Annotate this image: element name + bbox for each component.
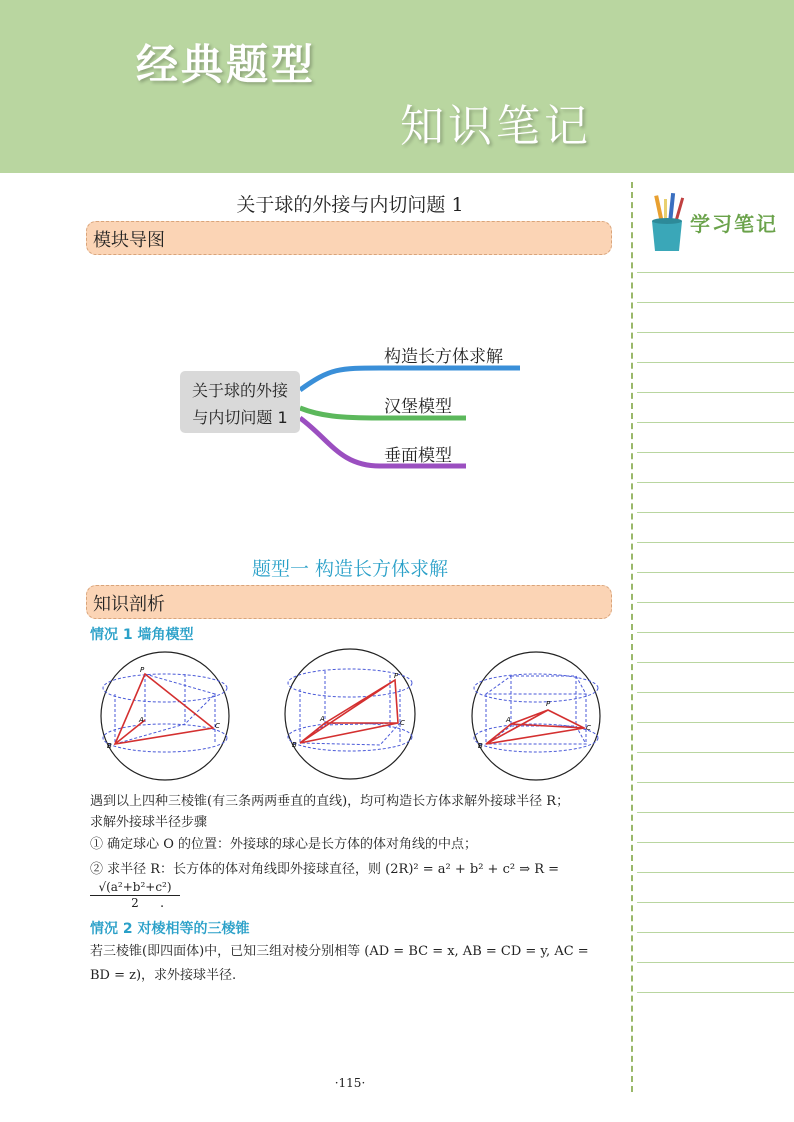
- fraction-denominator: 2: [131, 896, 139, 910]
- section-title: 题型一 构造长方体求解: [251, 558, 449, 580]
- notes-line: [637, 872, 794, 873]
- knowledge-label: 知识剖析: [93, 594, 165, 615]
- notes-line: [637, 452, 794, 453]
- notes-line: [637, 632, 794, 633]
- notes-line: [637, 902, 794, 903]
- notes-line: [637, 782, 794, 783]
- notes-line: [637, 962, 794, 963]
- notes-line: [637, 272, 794, 273]
- figure-label: B: [478, 742, 483, 750]
- notes-line: [637, 362, 794, 363]
- knowledge-banner: [86, 585, 612, 619]
- para-3: ① 确定球心 O 的位置：外接球的球心是长方体的体对角线的中点；: [90, 837, 478, 852]
- notes-line: [637, 422, 794, 423]
- para-2: 求解外接球半径步骤: [90, 815, 208, 830]
- case-1-heading: 情况 1 墙角模型: [90, 627, 194, 643]
- figure-label: A: [139, 716, 144, 724]
- mindmap-center-node: [180, 371, 300, 433]
- sphere-figure-1: [95, 648, 235, 784]
- notes-line: [637, 932, 794, 933]
- notes-line: [637, 722, 794, 723]
- notes-line: [637, 992, 794, 993]
- case-2-heading: 情况 2 对棱相等的三棱锥: [90, 921, 250, 937]
- case-2-text-2: BD = z)，求外接球半径.: [90, 968, 237, 983]
- figure-label: C: [400, 719, 405, 727]
- notes-line: [637, 392, 794, 393]
- notes-line: [637, 482, 794, 483]
- figure-label: A: [320, 715, 325, 723]
- fraction-numerator: √(a²+b²+c²): [90, 880, 180, 896]
- mindmap-branch-3: 垂面模型: [384, 446, 452, 466]
- notes-line: [637, 692, 794, 693]
- notes-line: [637, 752, 794, 753]
- header-title-line2: 知识笔记: [400, 101, 592, 152]
- mindmap-branch-2: 汉堡模型: [384, 397, 452, 417]
- main-title: 关于球的外接与内切问题 1: [236, 194, 464, 216]
- figure-label: C: [215, 722, 220, 730]
- figure-label: P: [140, 666, 145, 674]
- notes-line: [637, 302, 794, 303]
- mindmap-center-line2: 与内切问题 1: [192, 408, 288, 427]
- notes-line: [637, 332, 794, 333]
- para-1: 遇到以上四种三棱锥(有三条两两垂直的直线)，均可构造长方体求解外接球半径 R；: [90, 794, 570, 809]
- notes-line: [637, 512, 794, 513]
- page-number: ·115·: [334, 1076, 366, 1090]
- figure-label: P: [394, 672, 399, 680]
- figure-label: C: [586, 724, 591, 732]
- sphere-figure-2: [280, 645, 420, 783]
- fraction-period: .: [160, 896, 165, 911]
- case-2-text-1: 若三棱锥(即四面体)中，已知三组对棱分别相等 (AD = BC = x, AB = CD = y, AC =: [90, 944, 589, 959]
- mindmap-branch-1: 构造长方体求解: [384, 347, 503, 367]
- figure-label: B: [292, 741, 297, 749]
- notes-line: [637, 662, 794, 663]
- fraction: [90, 880, 180, 910]
- notes-line: [637, 602, 794, 603]
- para-4: ② 求半径 R：长方体的体对角线即外接球直径，则 (2R)² = a² + b² + c² ⇒ R =: [90, 862, 560, 877]
- figure-label: B: [107, 742, 112, 750]
- sphere-figure-3: [466, 648, 606, 784]
- mindmap-connectors: [0, 0, 640, 560]
- notes-line: [637, 842, 794, 843]
- notes-title: 学习笔记: [690, 212, 778, 236]
- header-title-line1: 经典题型: [136, 40, 317, 89]
- figure-label: P: [546, 700, 551, 708]
- mindmap-center-line1: 关于球的外接: [191, 381, 288, 400]
- branch-line-1: [300, 368, 520, 390]
- module-map-label: 模块导图: [93, 230, 165, 251]
- notes-line: [637, 542, 794, 543]
- notes-line: [637, 812, 794, 813]
- figure-label: A: [506, 716, 511, 724]
